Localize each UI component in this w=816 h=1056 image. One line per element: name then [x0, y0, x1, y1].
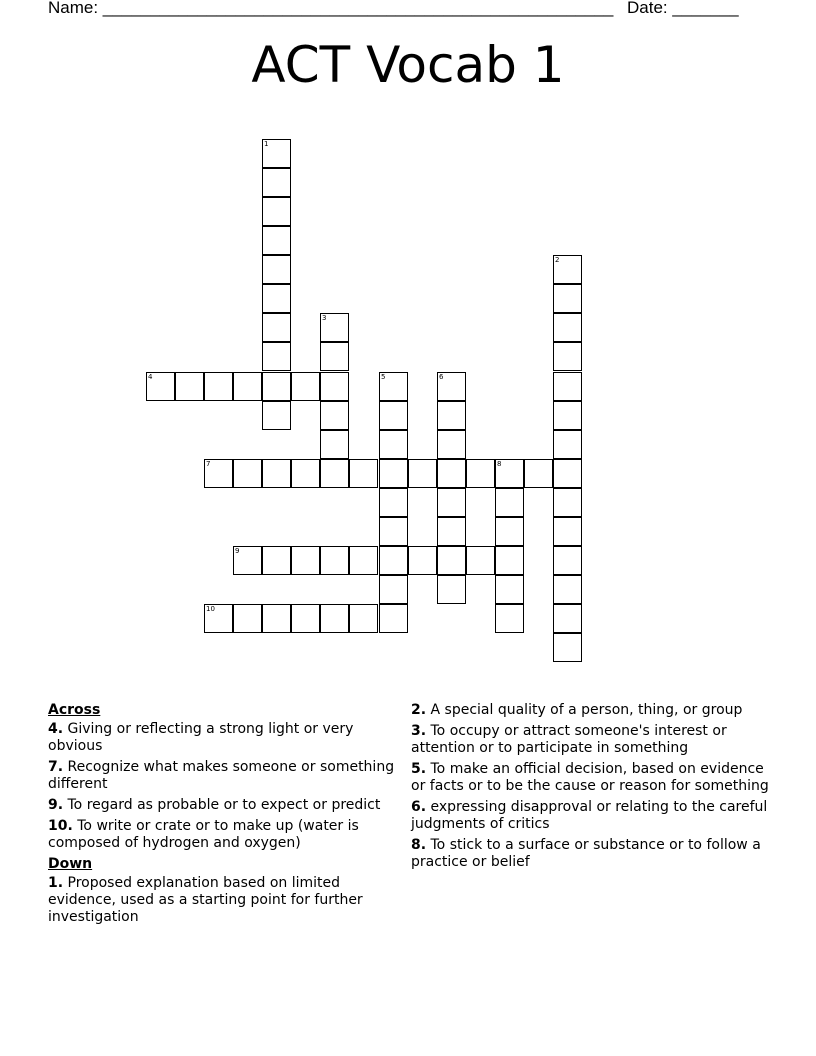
cell-number: 10 [206, 605, 215, 613]
grid-cell[interactable] [262, 459, 291, 488]
across-heading: Across [48, 702, 101, 718]
grid-cell[interactable] [320, 342, 349, 371]
grid-cell[interactable] [553, 401, 582, 430]
grid-cell[interactable] [291, 546, 320, 575]
cell-number: 2 [555, 256, 560, 264]
grid-cell[interactable] [262, 255, 291, 284]
grid-cell[interactable] [553, 633, 582, 662]
grid-cell[interactable] [262, 226, 291, 255]
grid-cell[interactable] [204, 459, 233, 488]
grid-cell[interactable] [320, 459, 349, 488]
clue-down-8 [411, 837, 771, 871]
grid-cell[interactable] [524, 459, 553, 488]
grid-cell[interactable] [379, 488, 408, 517]
grid-cell[interactable] [437, 401, 466, 430]
clue-down-1 [48, 875, 398, 926]
clue-number: 6. [411, 799, 427, 815]
grid-cell[interactable] [379, 546, 408, 575]
grid-cell[interactable] [408, 546, 437, 575]
date-field-label: Date: _______ [627, 0, 739, 17]
grid-cell[interactable] [379, 517, 408, 546]
down-heading: Down [48, 856, 93, 872]
clue-text: To write or crate or to make up (water is composed of hydrogen and oxygen) [48, 818, 359, 851]
grid-cell[interactable] [495, 517, 524, 546]
clue-text: To regard as probable or to expect or predict [63, 797, 381, 813]
grid-cell[interactable] [553, 604, 582, 633]
clue-number: 7. [48, 759, 64, 775]
grid-cell[interactable] [262, 139, 291, 168]
grid-cell[interactable] [437, 430, 466, 459]
page-title: ACT Vocab 1 [251, 36, 565, 94]
grid-cell[interactable] [291, 604, 320, 633]
grid-cell[interactable] [466, 546, 495, 575]
grid-cell[interactable] [495, 604, 524, 633]
clue-text: Proposed explanation based on limited evidence, used as a starting point for further investigation [48, 875, 363, 925]
grid-cell[interactable] [437, 517, 466, 546]
cell-number: 8 [497, 460, 502, 468]
clue-number: 9. [48, 797, 64, 813]
grid-cell[interactable] [379, 604, 408, 633]
clue-across-10 [48, 818, 398, 852]
grid-cell[interactable] [553, 575, 582, 604]
grid-cell[interactable] [146, 372, 175, 401]
clue-text: To occupy or attract someone's interest or attention or to participate in something [411, 723, 727, 756]
clue-number: 8. [411, 837, 427, 853]
clue-across-4 [48, 721, 398, 755]
grid-cell[interactable] [553, 284, 582, 313]
cell-number: 4 [148, 373, 153, 381]
cell-number: 1 [264, 140, 269, 148]
grid-cell[interactable] [262, 313, 291, 342]
clue-down-2 [411, 702, 771, 719]
clue-across-9 [48, 797, 398, 814]
grid-cell[interactable] [437, 372, 466, 401]
grid-cell[interactable] [320, 372, 349, 401]
grid-cell[interactable] [262, 372, 291, 401]
grid-cell[interactable] [291, 459, 320, 488]
clues-left-column [48, 702, 398, 930]
clue-text: expressing disapproval or relating to the careful judgments of critics [411, 799, 768, 832]
grid-cell[interactable] [262, 342, 291, 371]
grid-cell[interactable] [262, 197, 291, 226]
clue-text: Recognize what makes someone or something different [48, 759, 395, 792]
grid-cell[interactable] [320, 604, 349, 633]
clue-text: A special quality of a person, thing, or group [426, 702, 743, 718]
clue-number: 4. [48, 721, 64, 737]
cell-number: 3 [322, 314, 327, 322]
grid-cell[interactable] [262, 284, 291, 313]
clues-right-column [411, 702, 771, 875]
grid-cell[interactable] [495, 575, 524, 604]
grid-cell[interactable] [320, 401, 349, 430]
grid-cell[interactable] [553, 488, 582, 517]
grid-cell[interactable] [553, 255, 582, 284]
cell-number: 9 [235, 547, 240, 555]
clue-down-5 [411, 761, 771, 795]
name-field-label: Name: ______________________________________________________ [48, 0, 614, 17]
grid-cell[interactable] [408, 459, 437, 488]
grid-cell[interactable] [349, 546, 378, 575]
clue-number: 10. [48, 818, 73, 834]
grid-cell[interactable] [553, 372, 582, 401]
grid-cell[interactable] [262, 401, 291, 430]
clue-number: 3. [411, 723, 427, 739]
clue-number: 1. [48, 875, 64, 891]
clue-across-7 [48, 759, 398, 793]
clue-text: To make an official decision, based on evidence or facts or to be the cause or reason for something [411, 761, 769, 794]
grid-cell[interactable] [320, 313, 349, 342]
grid-cell[interactable] [553, 430, 582, 459]
grid-cell[interactable] [233, 372, 262, 401]
clue-down-6 [411, 799, 771, 833]
grid-cell[interactable] [553, 546, 582, 575]
grid-cell[interactable] [320, 430, 349, 459]
grid-cell[interactable] [175, 372, 204, 401]
grid-cell[interactable] [204, 604, 233, 633]
clue-text: Giving or reflecting a strong light or very obvious [48, 721, 354, 754]
grid-cell[interactable] [291, 372, 320, 401]
grid-cell[interactable] [553, 517, 582, 546]
grid-cell[interactable] [379, 459, 408, 488]
grid-cell[interactable] [437, 575, 466, 604]
grid-cell[interactable] [262, 168, 291, 197]
grid-cell[interactable] [320, 546, 349, 575]
grid-cell[interactable] [437, 546, 466, 575]
grid-cell[interactable] [233, 459, 262, 488]
cell-number: 5 [381, 373, 386, 381]
grid-cell[interactable] [495, 459, 524, 488]
grid-cell[interactable] [204, 372, 233, 401]
grid-cell[interactable] [379, 401, 408, 430]
grid-cell[interactable] [233, 604, 262, 633]
clue-number: 2. [411, 702, 427, 718]
grid-cell[interactable] [437, 488, 466, 517]
grid-cell[interactable] [553, 313, 582, 342]
grid-cell[interactable] [437, 459, 466, 488]
grid-cell[interactable] [379, 372, 408, 401]
grid-cell[interactable] [466, 459, 495, 488]
clue-down-3 [411, 723, 771, 757]
grid-cell[interactable] [349, 459, 378, 488]
cell-number: 6 [439, 373, 444, 381]
grid-cell[interactable] [233, 546, 262, 575]
grid-cell[interactable] [495, 488, 524, 517]
grid-cell[interactable] [379, 430, 408, 459]
grid-cell[interactable] [349, 604, 378, 633]
clue-number: 5. [411, 761, 427, 777]
grid-cell[interactable] [262, 604, 291, 633]
clue-text: To stick to a surface or substance or to follow a practice or belief [411, 837, 761, 870]
grid-cell[interactable] [495, 546, 524, 575]
grid-cell[interactable] [553, 459, 582, 488]
grid-cell[interactable] [262, 546, 291, 575]
grid-cell[interactable] [379, 575, 408, 604]
cell-number: 7 [206, 460, 211, 468]
grid-cell[interactable] [553, 342, 582, 371]
